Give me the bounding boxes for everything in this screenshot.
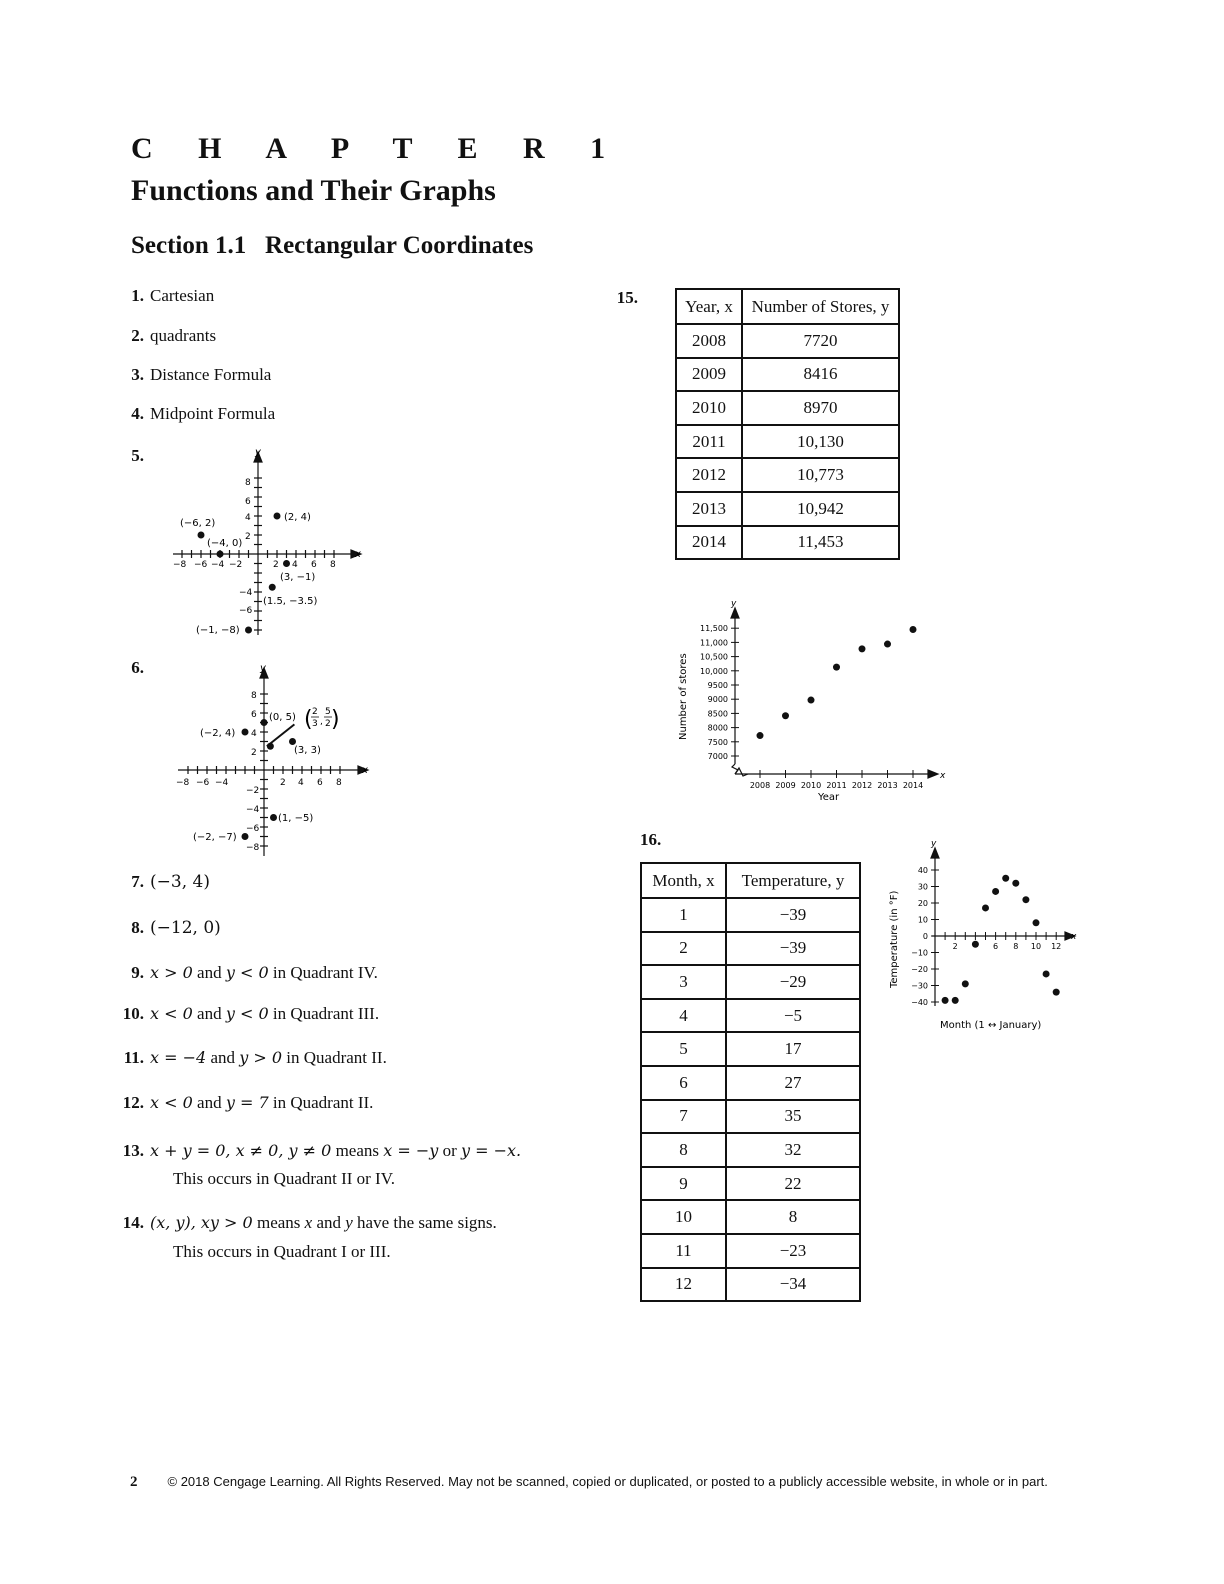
math-expr: x < 0: [150, 1093, 193, 1112]
fraction-numerator: 2: [312, 707, 318, 717]
y-tick-label: 0: [922, 932, 928, 941]
answer-number: 1.: [131, 286, 144, 305]
data-point: [1033, 919, 1040, 926]
answer-text: (−3, 4): [150, 872, 210, 892]
table-cell: 2008: [676, 324, 742, 358]
answer-number: 9.: [131, 963, 144, 982]
answer-11: [118, 1048, 387, 1068]
data-point: [289, 738, 296, 745]
x-tick-label: 8: [330, 560, 336, 570]
answer-15: [612, 288, 644, 308]
x-tick-label: 10: [1030, 942, 1042, 951]
table-row: [641, 1200, 860, 1234]
data-point: [808, 697, 815, 704]
data-point: [859, 645, 866, 652]
x-tick-label: 2012: [851, 781, 873, 790]
table-cell: 5: [641, 1032, 726, 1066]
table-row: [641, 932, 860, 966]
answer-10: [118, 1004, 379, 1024]
y-tick-label: −6: [239, 606, 253, 616]
data-point: [1012, 880, 1019, 887]
y-tick-label: 9500: [707, 681, 728, 690]
answer-8: [118, 918, 221, 938]
temperature-scatter-chart: [882, 836, 1082, 1036]
table-cell: 3: [641, 965, 726, 999]
y-tick-label: 20: [917, 899, 928, 908]
table-header-row: [641, 863, 860, 898]
table-cell: 2: [641, 932, 726, 966]
answer-word: and: [197, 1004, 222, 1023]
answer-word: in Quadrant IV.: [272, 963, 378, 982]
table-row: [676, 358, 899, 392]
y-tick-label: 6: [251, 710, 257, 720]
x-tick-label: −6: [194, 560, 208, 570]
data-point: [269, 584, 276, 591]
data-point: [242, 729, 249, 736]
y-tick-label: 30: [917, 882, 928, 892]
math-expr: (x, y), xy > 0: [150, 1213, 253, 1232]
table-row: [641, 1268, 860, 1302]
plot-answer-5: [165, 440, 375, 640]
data-point: [757, 732, 764, 739]
fraction-denominator: 2: [325, 719, 331, 729]
x-tick-label: 2008: [749, 781, 771, 790]
data-point: [1043, 970, 1050, 977]
table-cell: −39: [726, 932, 860, 966]
table-row: [641, 1066, 860, 1100]
table-cell: 7720: [742, 324, 899, 358]
answer-number: 7.: [131, 872, 144, 891]
fraction-numerator: 5: [325, 707, 331, 717]
x-tick-label: 2: [273, 560, 279, 570]
answer-9: [118, 963, 378, 983]
answer-16: [640, 830, 672, 850]
y-axis-label: y: [255, 447, 261, 458]
point-label: (2, 4): [284, 512, 311, 523]
table-cell: 10,130: [742, 425, 899, 459]
y-tick-label: −40: [911, 998, 928, 1007]
y-tick-label: 10,500: [700, 652, 728, 662]
answer-14: [118, 1208, 497, 1266]
data-point: [952, 997, 959, 1004]
y-tick-label: −8: [246, 843, 260, 853]
x-tick-label: 12: [1051, 942, 1062, 951]
x-axis-label: x: [355, 549, 361, 560]
table-row: [676, 324, 899, 358]
x-tick-label: 4: [292, 560, 298, 570]
answer-number: 5.: [131, 446, 144, 465]
data-point: [782, 712, 789, 719]
math-var: x: [304, 1213, 313, 1232]
x-tick-label: 2009: [775, 781, 796, 790]
math-expr: y < 0: [225, 963, 269, 982]
svg-text:): ): [331, 707, 340, 732]
x-axis-label: x: [362, 765, 368, 776]
y-tick-label: 10: [917, 915, 928, 925]
x-tick-label: 8: [1013, 942, 1019, 951]
table-cell: 6: [641, 1066, 726, 1100]
x-tick-label: −4: [215, 778, 229, 788]
data-point: [198, 532, 205, 539]
answer-4: [118, 404, 275, 424]
answer-1: [118, 286, 214, 306]
y-axis-label: y: [260, 663, 266, 674]
x-tick-label: 4: [298, 778, 304, 788]
table-header-cell: Number of Stores, y: [742, 289, 899, 324]
answer-number: 10.: [122, 1004, 144, 1023]
table-cell: 10,942: [742, 492, 899, 526]
table-row: [676, 458, 899, 492]
answer-text-line2: This occurs in Quadrant II or IV.: [173, 1169, 396, 1188]
data-point: [962, 980, 969, 987]
data-point: [270, 814, 277, 821]
answer-12: [118, 1093, 373, 1113]
math-expr: x = −y: [383, 1141, 439, 1160]
table-row: [641, 1133, 860, 1167]
data-point: [884, 641, 891, 648]
y-tick-label: 2: [245, 532, 251, 542]
answer-number: 4.: [131, 404, 144, 423]
math-expr: x > 0: [150, 963, 193, 982]
y-tick-label: 7500: [707, 737, 728, 747]
answer-word: means: [335, 1141, 380, 1160]
answer-text: quadrants: [150, 326, 217, 345]
table-cell: 8416: [742, 358, 899, 392]
table-cell: 22: [726, 1167, 860, 1201]
point-label: (0, 5): [269, 712, 296, 723]
stores-table: [675, 288, 900, 560]
answer-text: Midpoint Formula: [150, 404, 276, 423]
table-header-cell: Month, x: [641, 863, 726, 898]
table-cell: 8: [641, 1133, 726, 1167]
answer-word: or: [442, 1141, 457, 1160]
answer-3: [118, 365, 271, 385]
math-expr: x = −4: [150, 1048, 207, 1067]
svg-text:,: ,: [320, 717, 323, 727]
y-tick-label: 8: [245, 478, 251, 488]
plot-answer-6: [170, 660, 380, 860]
answer-word: and: [197, 1093, 222, 1112]
point-label: (−4, 0): [207, 538, 243, 549]
y-tick-label: 8: [251, 691, 257, 701]
point-label: (−6, 2): [180, 518, 216, 529]
table-cell: 27: [726, 1066, 860, 1100]
data-point: [942, 997, 949, 1004]
table-cell: 10,773: [742, 458, 899, 492]
table-header-row: [676, 289, 899, 324]
x-axis-label: x: [1071, 932, 1077, 942]
math-expr: y = −x.: [460, 1141, 522, 1160]
x-tick-label: 2011: [826, 781, 847, 790]
answer-5: [118, 446, 150, 466]
x-tick-label: −6: [196, 778, 210, 788]
table-cell: 9: [641, 1167, 726, 1201]
math-var: y: [345, 1213, 353, 1232]
table-row: [676, 492, 899, 526]
y-tick-label: −4: [239, 588, 253, 598]
table-cell: 10: [641, 1200, 726, 1234]
table-cell: 2012: [676, 458, 742, 492]
data-point: [1022, 896, 1029, 903]
table-row: [641, 965, 860, 999]
data-point: [283, 560, 290, 567]
y-tick-label: 7000: [707, 752, 728, 761]
x-tick-label: 6: [317, 778, 323, 788]
table-row: [641, 1234, 860, 1268]
x-axis-title: Month (1 ↔ January): [940, 1020, 1042, 1031]
data-point: [1053, 989, 1060, 996]
midpoint-label: [304, 707, 340, 732]
y-tick-label: 8500: [707, 709, 728, 719]
table-cell: −5: [726, 999, 860, 1033]
answer-number: 8.: [131, 918, 144, 937]
section-title: Section 1.1 Rectangular Coordinates: [131, 232, 534, 259]
table-cell: 11,453: [742, 526, 899, 560]
math-expr: y = 7: [225, 1093, 269, 1112]
x-tick-label: −2: [229, 560, 243, 570]
x-tick-label: −4: [211, 560, 225, 570]
table-cell: −39: [726, 898, 860, 932]
data-point: [910, 626, 917, 633]
data-point: [982, 904, 989, 911]
answer-13: [118, 1137, 521, 1193]
y-tick-label: 4: [251, 729, 257, 739]
answer-word: and: [197, 963, 222, 982]
table-row: [641, 1100, 860, 1134]
x-tick-label: 2014: [902, 781, 924, 790]
data-point: [242, 833, 249, 840]
table-cell: 17: [726, 1032, 860, 1066]
data-point: [274, 513, 281, 520]
chapter-label: C H A P T E R 1: [131, 132, 625, 165]
answer-number: 12.: [122, 1093, 144, 1112]
table-row: [676, 425, 899, 459]
x-tick-label: 2: [952, 942, 958, 951]
y-tick-label: 9000: [707, 695, 728, 705]
y-tick-label: 6: [245, 497, 251, 507]
table-cell: 2014: [676, 526, 742, 560]
data-point: [992, 888, 999, 895]
table-cell: 7: [641, 1100, 726, 1134]
answer-word: in Quadrant III.: [272, 1004, 380, 1023]
y-tick-label: 10,000: [700, 666, 728, 676]
answer-number: 14.: [122, 1213, 144, 1232]
point-label: (1, −5): [278, 813, 314, 824]
table-row: [676, 391, 899, 425]
table-header-cell: Year, x: [676, 289, 742, 324]
answer-word: in Quadrant II.: [286, 1048, 387, 1067]
y-tick-label: 2: [251, 748, 257, 758]
math-expr: x < 0: [150, 1004, 193, 1023]
y-axis-title: Temperature (in °F): [889, 890, 900, 988]
table-cell: 11: [641, 1234, 726, 1268]
data-point: [972, 941, 979, 948]
table-cell: 8: [726, 1200, 860, 1234]
temperature-table: [640, 862, 861, 1302]
table-header-cell: Temperature, y: [726, 863, 860, 898]
answer-number: 11.: [123, 1048, 144, 1067]
fraction-denominator: 3: [312, 719, 318, 729]
answer-number: 16.: [640, 830, 662, 849]
point-label: (−2, 4): [200, 728, 236, 739]
table-row: [641, 898, 860, 932]
y-tick-label: −2: [246, 786, 260, 796]
table-cell: 8970: [742, 391, 899, 425]
copyright-notice: © 2018 Cengage Learning. All Rights Reserved. May not be scanned, copied or duplicated, or posted to a publicly accessible website, in whole or in part.: [167, 1474, 1048, 1489]
math-expr: y < 0: [225, 1004, 269, 1023]
stores-scatter-chart: [672, 596, 957, 808]
x-tick-label: 8: [336, 778, 342, 788]
y-axis-label: y: [931, 839, 937, 849]
answer-text: Cartesian: [150, 286, 215, 305]
math-expr: y > 0: [239, 1048, 283, 1067]
answer-6: [118, 658, 150, 678]
answer-word: in Quadrant II.: [272, 1093, 374, 1112]
y-tick-label: 8000: [707, 723, 728, 733]
answer-text: (−12, 0): [150, 918, 221, 938]
x-axis-title: Year: [818, 792, 840, 803]
y-tick-label: 11,500: [700, 624, 728, 634]
table-row: [676, 526, 899, 560]
data-point: [217, 551, 224, 558]
x-tick-label: 6: [311, 560, 317, 570]
table-cell: 4: [641, 999, 726, 1033]
point-label: (1.5, −3.5): [263, 596, 318, 607]
y-axis-label: y: [731, 599, 737, 609]
point-label: (3, −1): [280, 572, 316, 583]
y-tick-label: −20: [911, 965, 928, 974]
table-cell: 2011: [676, 425, 742, 459]
table-cell: −34: [726, 1268, 860, 1302]
table-cell: 2010: [676, 391, 742, 425]
y-tick-label: −4: [246, 805, 260, 815]
x-tick-label: 2: [280, 778, 286, 788]
point-label: (−1, −8): [196, 625, 240, 636]
x-tick-label: 2013: [877, 781, 898, 790]
x-tick-label: 6: [993, 942, 999, 951]
table-row: [641, 1167, 860, 1201]
y-tick-label: −30: [911, 981, 928, 991]
answer-word: and: [316, 1213, 341, 1232]
data-point: [245, 627, 252, 634]
x-axis-label: x: [940, 771, 946, 781]
page-footer: [130, 1474, 1048, 1491]
table-cell: 35: [726, 1100, 860, 1134]
table-row: [641, 999, 860, 1033]
chapter-title: Functions and Their Graphs: [131, 174, 496, 207]
answer-7: [118, 871, 210, 893]
data-point: [1002, 875, 1009, 882]
answer-number: 2.: [131, 326, 144, 345]
x-tick-label: 2010: [800, 781, 822, 790]
table-cell: 12: [641, 1268, 726, 1302]
y-tick-label: −6: [246, 824, 260, 834]
table-row: [641, 1032, 860, 1066]
point-label: (−2, −7): [193, 832, 237, 843]
answer-number: 3.: [131, 365, 144, 384]
y-axis-title: Number of stores: [678, 653, 689, 740]
answer-number: 13.: [122, 1141, 144, 1160]
data-point: [833, 664, 840, 671]
answer-text: Distance Formula: [150, 365, 272, 384]
y-tick-label: 40: [917, 866, 928, 875]
table-cell: 1: [641, 898, 726, 932]
page-number: 2: [130, 1474, 138, 1490]
y-tick-label: −10: [911, 948, 928, 958]
answer-word: have the same signs.: [357, 1213, 497, 1232]
answer-number: 6.: [131, 658, 144, 677]
answer-2: [118, 326, 216, 346]
svg-text:(: (: [304, 707, 313, 732]
math-expr: x + y = 0, x ≠ 0, y ≠ 0: [150, 1141, 332, 1160]
x-tick-label: −8: [173, 560, 187, 570]
table-cell: −23: [726, 1234, 860, 1268]
y-tick-label: 11,000: [700, 638, 728, 648]
table-cell: 2009: [676, 358, 742, 392]
midpoint: [267, 743, 274, 750]
y-tick-label: 4: [245, 513, 251, 523]
table-cell: 2013: [676, 492, 742, 526]
table-cell: −29: [726, 965, 860, 999]
answer-word: means: [256, 1213, 301, 1232]
answer-number: 15.: [616, 288, 638, 307]
answer-word: and: [210, 1048, 235, 1067]
x-tick-label: −8: [176, 778, 190, 788]
data-point: [261, 719, 268, 726]
answer-text-line2: This occurs in Quadrant I or III.: [173, 1242, 391, 1261]
table-cell: 32: [726, 1133, 860, 1167]
point-label: (3, 3): [294, 745, 321, 756]
